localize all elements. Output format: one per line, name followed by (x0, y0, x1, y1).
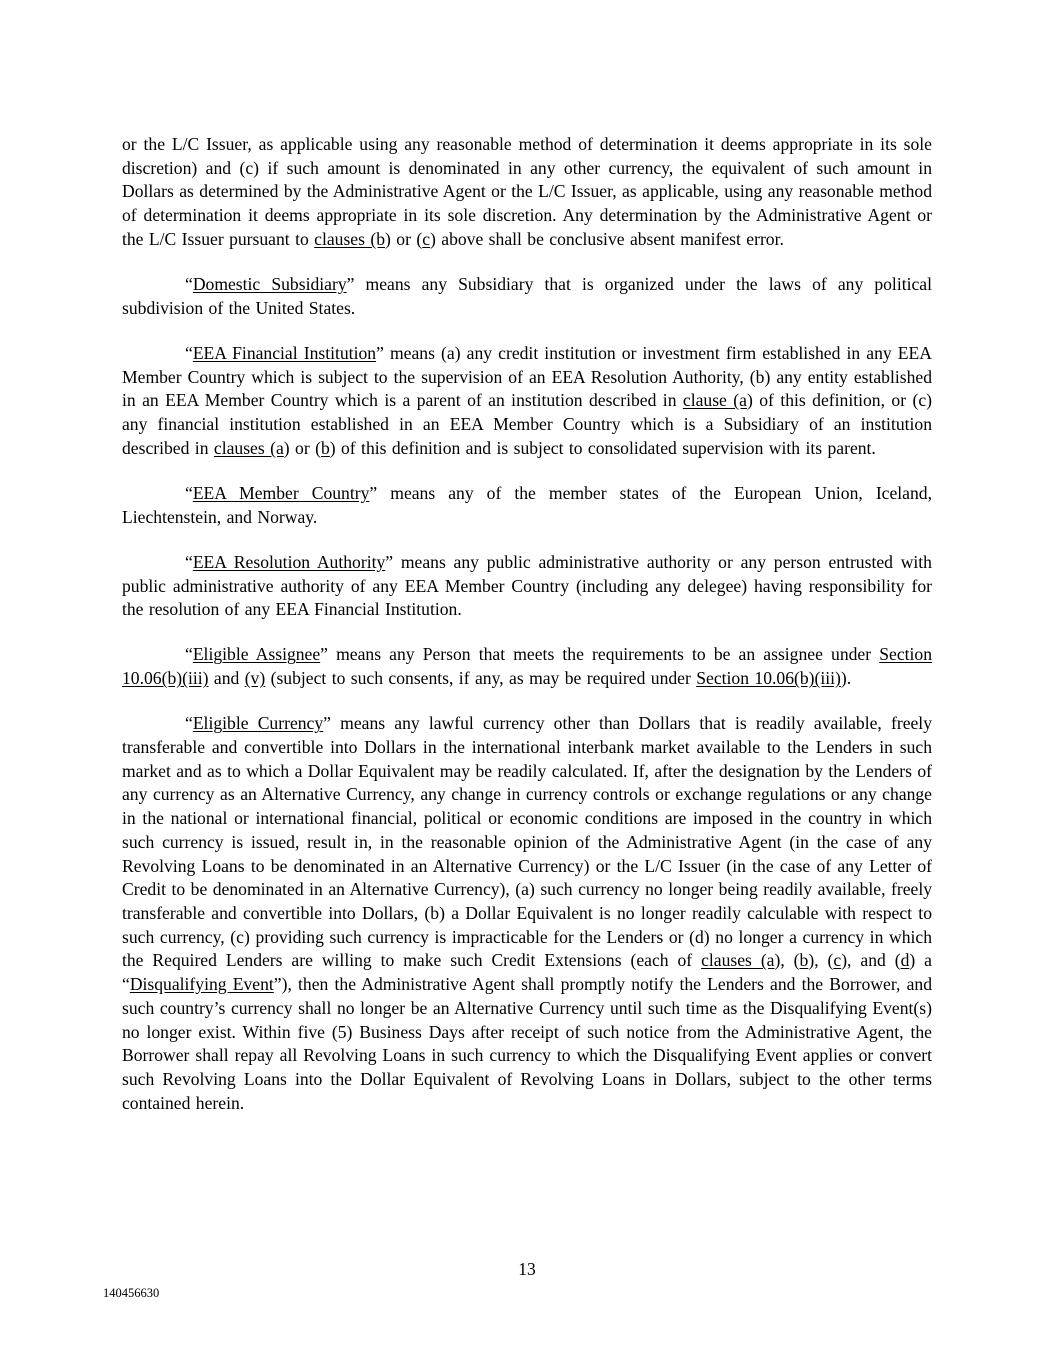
text-segment: ) or ( (385, 228, 423, 249)
underlined-term: EEA Resolution Authority (192, 551, 386, 572)
text-segment: ). (840, 668, 852, 689)
text-segment: “ (185, 644, 193, 665)
text-segment: ” means (a) any credit institution or investment firm established in any EEA Member Country which is subject to the supervision of an EEA Resolution Authority, (b) any entity established in an EEA Member Country which is a parent of an institution described in (122, 342, 932, 411)
paragraph-5 (122, 551, 932, 622)
underlined-term: Disqualifying Event (129, 974, 274, 995)
text-segment: ”), then the Administrative Agent shall promptly notify the Lenders and the Borrower, and such country’s currency shall no longer be an Alternative Currency until such time as the Disqualifying Event(s) no longer exist. Within five (5) Business Days after receipt of such notice from the Administrative Agent, the Borrower shall repay all Revolving Loans in such currency to which the Disqualifying Event applies or convert such Revolving Loans into the Dollar Equivalent of Revolving Loans in Dollars, subject to the other terms contained herein. (122, 974, 932, 1113)
underlined-term: c (422, 228, 431, 249)
underlined-term: clauses (a (213, 437, 284, 458)
underlined-term: Section 10.06(b)(iii) (122, 644, 932, 689)
page-number: 13 (518, 1259, 536, 1279)
underlined-term: Eligible Assignee (192, 644, 321, 665)
paragraph-1 (122, 133, 932, 252)
text-segment: ), ( (774, 950, 800, 971)
text-segment: “ (185, 342, 193, 363)
underlined-term: Eligible Currency (192, 713, 324, 734)
paragraph-7 (122, 712, 932, 1115)
underlined-term: clauses (a (701, 950, 775, 971)
text-segment: ) above shall be conclusive absent manifest error. (430, 228, 784, 249)
text-segment: ) of this definition, or (c) any financial institution established in an EEA Member Country which is a Subsidiary of an institution described in (122, 390, 932, 458)
underlined-term: (v) (244, 668, 266, 689)
text-segment: “ (185, 551, 193, 572)
text-segment: and (208, 668, 245, 689)
doc-number: 140456630 (103, 1286, 160, 1300)
text-segment: ) of this definition and is subject to consolidated supervision with its parent. (329, 437, 876, 458)
text-segment: or the L/C Issuer, as applicable using any reasonable method of determination it deems appropriate in its sole discretion) and (c) if such amount is denominated in any other currency, the equivalent of such amount in Dollars as determined by the Administrative Agent or the L/C Issuer, as applicable, using any reasonable method of determination it deems appropriate in its sole discretion. Any determination by the Administrative Agent or the L/C Issuer pursuant to (122, 134, 932, 249)
underlined-term: b (799, 950, 809, 971)
underlined-term: d (900, 950, 910, 971)
paragraph-2 (122, 273, 932, 320)
paragraph-6 (122, 643, 932, 690)
paragraph-3 (122, 342, 932, 461)
text-segment: “ (185, 713, 193, 734)
text-segment: ) or ( (283, 437, 321, 458)
underlined-term: Section 10.06(b)(iii) (696, 668, 841, 689)
text-segment: ), and ( (841, 950, 901, 971)
underlined-term: clause (a (682, 390, 747, 411)
underlined-term: EEA Financial Institution (192, 342, 377, 363)
text-segment: ) a “ (122, 950, 932, 995)
text-segment: ” means any of the member states of the European Union, Iceland, Liechtenstein, and Norway. (122, 482, 932, 527)
underlined-term: c (833, 950, 842, 971)
text-segment: “ (185, 482, 193, 503)
text-segment: ” means any Subsidiary that is organized under the laws of any political subdivision of the United States. (122, 274, 932, 318)
underlined-term: EEA Member Country (192, 482, 370, 503)
paragraph-4 (122, 482, 932, 529)
text-segment: ), ( (808, 950, 834, 971)
text-segment: “ (185, 274, 193, 295)
underlined-term: b (320, 437, 330, 458)
text-segment: ” means any Person that meets the requirements to be an assignee under (320, 644, 880, 665)
underlined-term: clauses (b (314, 228, 386, 249)
text-segment: ” means any lawful currency other than Dollars that is readily available, freely transferable and convertible into Dollars in the international interbank market available to the Lenders in such market and as to which a Dollar Equivalent may be readily calculated. If, after the designation by the Lenders of any currency as an Alternative Currency, any change in currency controls or exchange regulations or any change in the national or international financial, political or economic conditions are imposed in the country in which such currency is issued, result in, in the reasonable opinion of the Administrative Agent (in the case of any Revolving Loans to be denominated in an Alternative Currency) or the L/C Issuer (in the case of any Letter of Credit to be denominated in an Alternative Currency), (a) such currency no longer being readily available, freely transferable and convertible into Dollars, (b) a Dollar Equivalent is no longer readily calculable with respect to such currency, (c) providing such currency is impracticable for the Lenders or (d) no longer a currency in which the Required Lenders are willing to make such Credit Extensions (each of (122, 713, 932, 971)
text-segment: (subject to such consents, if any, as may be required under (265, 668, 697, 689)
underlined-term: Domestic Subsidiary (192, 274, 347, 295)
text-segment: ” means any public administrative authority or any person entrusted with public administrative authority of any EEA Member Country (including any delegee) having responsibility for the resolution of any EEA Financial Institution. (122, 551, 932, 620)
document-body (122, 133, 932, 1137)
